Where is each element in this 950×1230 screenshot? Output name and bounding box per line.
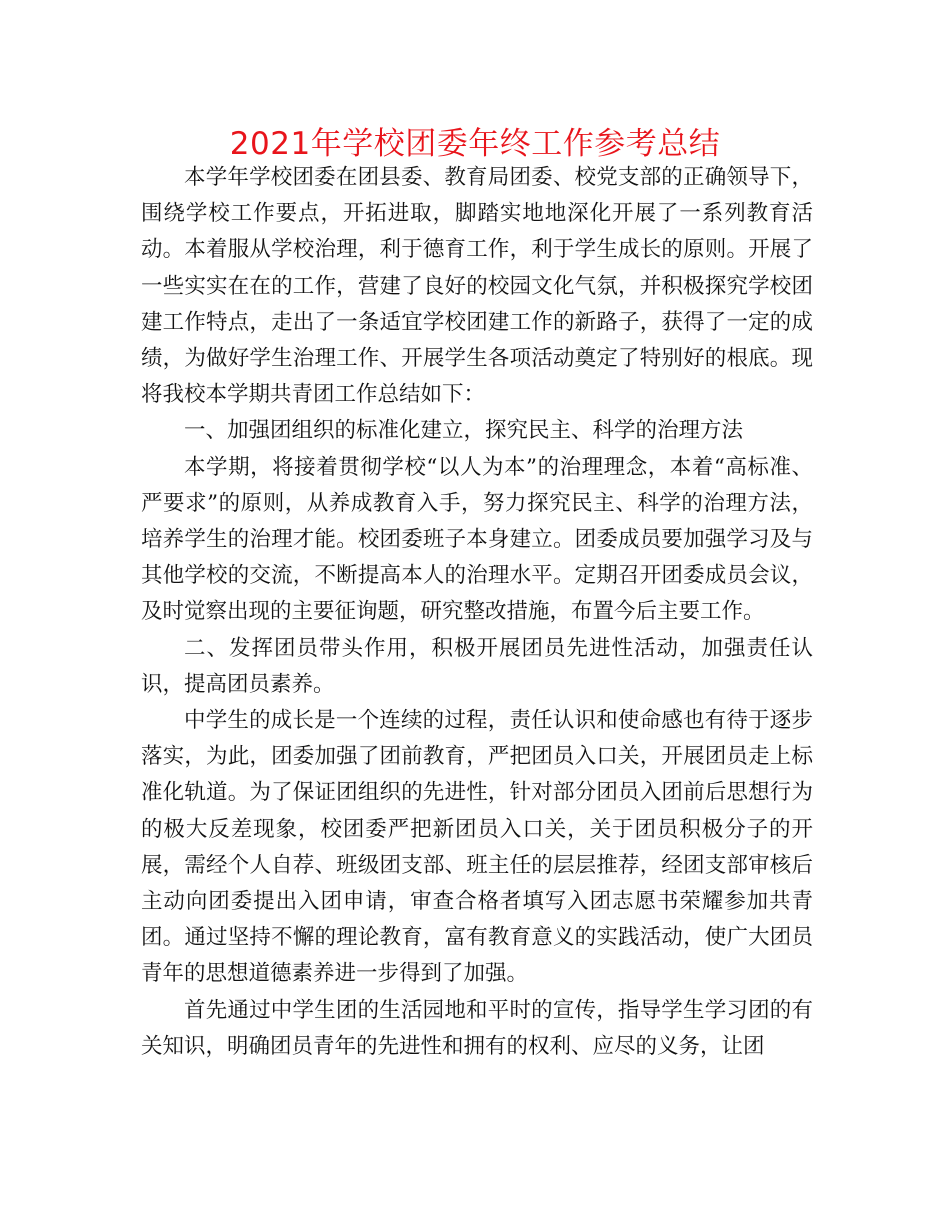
paragraph-heading-2: 二、发挥团员带头作用，积极开展团员先进性活动，加强责任认识，提高团员素养。: [141, 635, 813, 697]
paragraph-section-1: 本学期，将接着贯彻学校“以人为本”的治理理念，本着“高标准、严要求”的原则，从养成教育入手，努力探究民主、科学的治理方法，培养学生的治理才能。校团委班子本身建立。团委成员要加强学习及与其他学校的交流，不断提高本人的治理水平。定期召开团委成员会议，及时觉察出现的主要征询题，研究整改措施，布置今后主要工作。: [141, 454, 813, 625]
paragraph-section-3: 首先通过中学生团的生活园地和平时的宣传，指导学生学习团的有关知识，明确团员青年的先进性和拥有的权利、应尽的义务，让团: [141, 997, 813, 1059]
paragraph-intro: 本学年学校团委在团县委、教育局团委、校党支部的正确领导下，围绕学校工作要点，开拓进取，脚踏实地地深化开展了一系列教育活动。本着服从学校治理，利于德育工作，利于学生成长的原则。开展了一些实实在在的工作，营建了良好的校园文化气氛，并积极探究学校团建工作特点，走出了一条适宜学校团建工作的新路子，获得了一定的成绩，为做好学生治理工作、开展学生各项活动奠定了特别好的根底。现将我校本学期共青团工作总结如下：: [141, 165, 813, 408]
document-body: [141, 160, 813, 1065]
paragraph-section-2: 中学生的成长是一个连续的过程，责任认识和使命感也有待于逐步落实，为此，团委加强了团前教育，严把团员入口关，开展团员走上标准化轨道。为了保证团组织的先进性，针对部分团员入团前后思想行为的极大反差现象，校团委严把新团员入口关，关于团员积极分子的开展，需经个人自荐、班级团支部、班主任的层层推荐，经团支部审核后主动向团委提出入团申请，审查合格者填写入团志愿书荣耀参加共青团。通过坚持不懈的理论教育，富有教育意义的实践活动，使广大团员青年的思想道德素养进一步得到了加强。: [141, 708, 813, 987]
paragraph-heading-1: 一、加强团组织的标准化建立，探究民主、科学的治理方法: [184, 418, 744, 444]
document-title: 2021年学校团委年终工作参考总结: [229, 126, 721, 162]
